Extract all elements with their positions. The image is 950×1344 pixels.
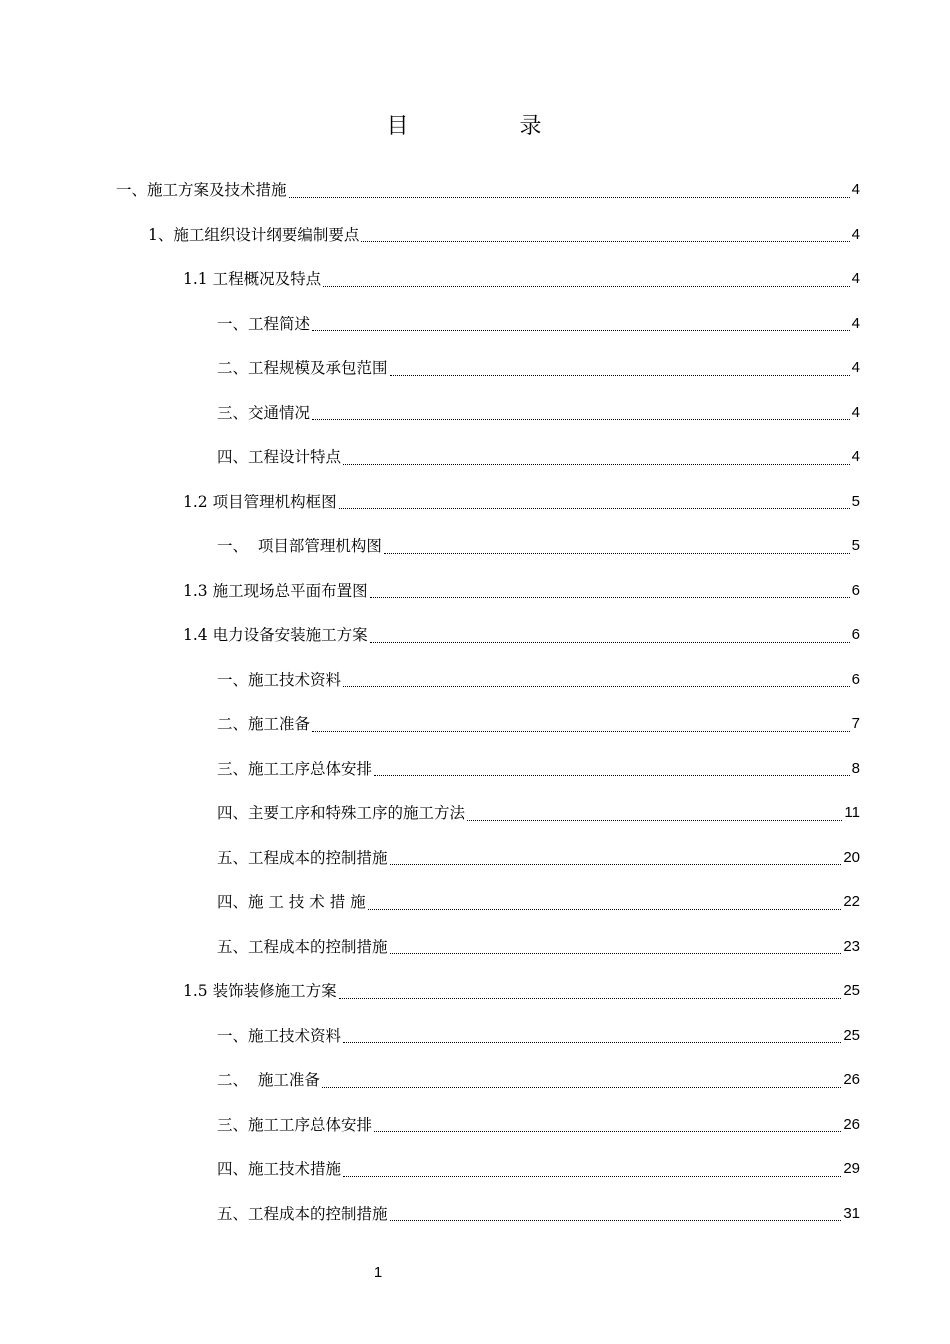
toc-entry-text: 1、施工组织设计纲要编制要点: [148, 225, 360, 244]
toc-entry[interactable]: [217, 302, 860, 347]
dot-leader: [368, 909, 842, 910]
toc-entry-text: 二、 施工准备: [217, 1071, 320, 1090]
toc-entry[interactable]: [217, 925, 860, 970]
toc-entry[interactable]: [217, 836, 860, 881]
dot-leader: [390, 864, 842, 865]
toc-entry-text: 一、施工技术资料: [217, 670, 342, 689]
dot-leader: [390, 375, 850, 376]
toc-page-number: 4: [851, 314, 860, 332]
toc-page-number: 4: [851, 448, 860, 466]
dot-leader: [390, 1220, 842, 1221]
toc-page-number: 25: [843, 982, 860, 1000]
toc-page-number: 26: [843, 1115, 860, 1133]
toc-entry-text: 三、施工工序总体安排: [217, 1115, 373, 1134]
toc-entry[interactable]: [116, 168, 860, 213]
toc-page-number: 20: [843, 848, 860, 866]
toc-page-number: 8: [851, 759, 860, 777]
page-number-footer: 1: [373, 1264, 383, 1281]
dot-leader: [343, 1176, 841, 1177]
toc-page-number: 6: [851, 670, 860, 688]
toc-page-number: 6: [851, 626, 860, 644]
toc-page-number: 6: [851, 581, 860, 599]
toc-page-number: 4: [851, 181, 860, 199]
toc-entry[interactable]: [217, 747, 860, 792]
toc-entry-text: 1.1 工程概况及特点: [183, 270, 322, 289]
toc-entry-text: 1.2 项目管理机构框图: [183, 492, 337, 511]
dot-leader: [374, 1131, 841, 1132]
toc-entry-text: 1.5 装饰装修施工方案: [183, 982, 337, 1001]
toc-entry[interactable]: [217, 1192, 860, 1237]
dot-leader: [343, 686, 850, 687]
dot-leader: [370, 597, 850, 598]
toc-entry[interactable]: [217, 524, 860, 569]
toc-entry[interactable]: [183, 569, 860, 614]
toc-entry[interactable]: [217, 1147, 860, 1192]
dot-leader: [390, 953, 842, 954]
toc-page-number: 4: [851, 359, 860, 377]
toc-entry-text: 三、施工工序总体安排: [217, 759, 373, 778]
toc-entry[interactable]: [183, 480, 860, 525]
dot-leader: [343, 464, 850, 465]
dot-leader: [339, 998, 842, 999]
dot-leader: [312, 330, 850, 331]
toc-page-number: 23: [843, 937, 860, 955]
toc-page-number: 5: [851, 537, 860, 555]
dot-leader: [374, 775, 850, 776]
toc-page-number: 25: [843, 1026, 860, 1044]
toc-page-number: 4: [851, 225, 860, 243]
toc-entry[interactable]: [217, 658, 860, 703]
toc-entry[interactable]: [183, 969, 860, 1014]
dot-leader: [312, 731, 850, 732]
toc-entry[interactable]: [217, 435, 860, 480]
toc-page-number: 26: [843, 1071, 860, 1089]
dot-leader: [384, 553, 850, 554]
toc-entry-text: 四、施工技术措施: [217, 1160, 342, 1179]
dot-leader: [343, 1042, 841, 1043]
toc-page-number: 22: [843, 893, 860, 911]
toc-entry-text: 一、工程简述: [217, 314, 311, 333]
dot-leader: [289, 197, 850, 198]
toc-entry[interactable]: [217, 880, 860, 925]
toc-page-number: 4: [851, 403, 860, 421]
toc-entry[interactable]: [183, 257, 860, 302]
toc-page-number: 29: [843, 1160, 860, 1178]
toc-entry-text: 一、 项目部管理机构图: [217, 537, 382, 556]
dot-leader: [467, 820, 842, 821]
toc-entry-text: 二、工程规模及承包范围: [217, 359, 388, 378]
dot-leader: [323, 286, 850, 287]
toc-entry-text: 一、施工方案及技术措施: [116, 181, 287, 200]
toc-entry[interactable]: [217, 702, 860, 747]
toc-title: 目 录: [386, 114, 594, 139]
toc-entry-text: 四、施 工 技 术 措 施: [217, 893, 366, 912]
dot-leader: [339, 508, 850, 509]
toc-entry[interactable]: [217, 391, 860, 436]
toc-entry-text: 五、工程成本的控制措施: [217, 848, 388, 867]
toc-entry-text: 四、工程设计特点: [217, 448, 342, 467]
dot-leader: [370, 642, 850, 643]
toc-page-number: 7: [851, 715, 860, 733]
toc-page-number: 31: [843, 1204, 860, 1222]
dot-leader: [312, 419, 850, 420]
toc-page-number: 11: [844, 804, 860, 822]
toc-page-number: 5: [851, 492, 860, 510]
toc-entry-text: 一、施工技术资料: [217, 1026, 342, 1045]
toc-entry-text: 1.3 施工现场总平面布置图: [183, 581, 368, 600]
toc-entry-text: 1.4 电力设备安装施工方案: [183, 626, 368, 645]
toc-entry[interactable]: [183, 613, 860, 658]
toc-entry[interactable]: [217, 1014, 860, 1059]
toc-entry-text: 五、工程成本的控制措施: [217, 1204, 388, 1223]
toc-entry[interactable]: [217, 791, 860, 836]
toc-entry[interactable]: [217, 1058, 860, 1103]
toc-entry[interactable]: [148, 213, 860, 258]
toc-entry-text: 三、交通情况: [217, 403, 311, 422]
toc-list: [0, 168, 950, 1236]
toc-entry[interactable]: [217, 1103, 860, 1148]
toc-entry-text: 二、施工准备: [217, 715, 311, 734]
toc-entry-text: 五、工程成本的控制措施: [217, 937, 388, 956]
dot-leader: [361, 241, 849, 242]
toc-entry-text: 四、主要工序和特殊工序的施工方法: [217, 804, 466, 823]
dot-leader: [322, 1087, 841, 1088]
toc-entry[interactable]: [217, 346, 860, 391]
toc-page-number: 4: [851, 270, 860, 288]
